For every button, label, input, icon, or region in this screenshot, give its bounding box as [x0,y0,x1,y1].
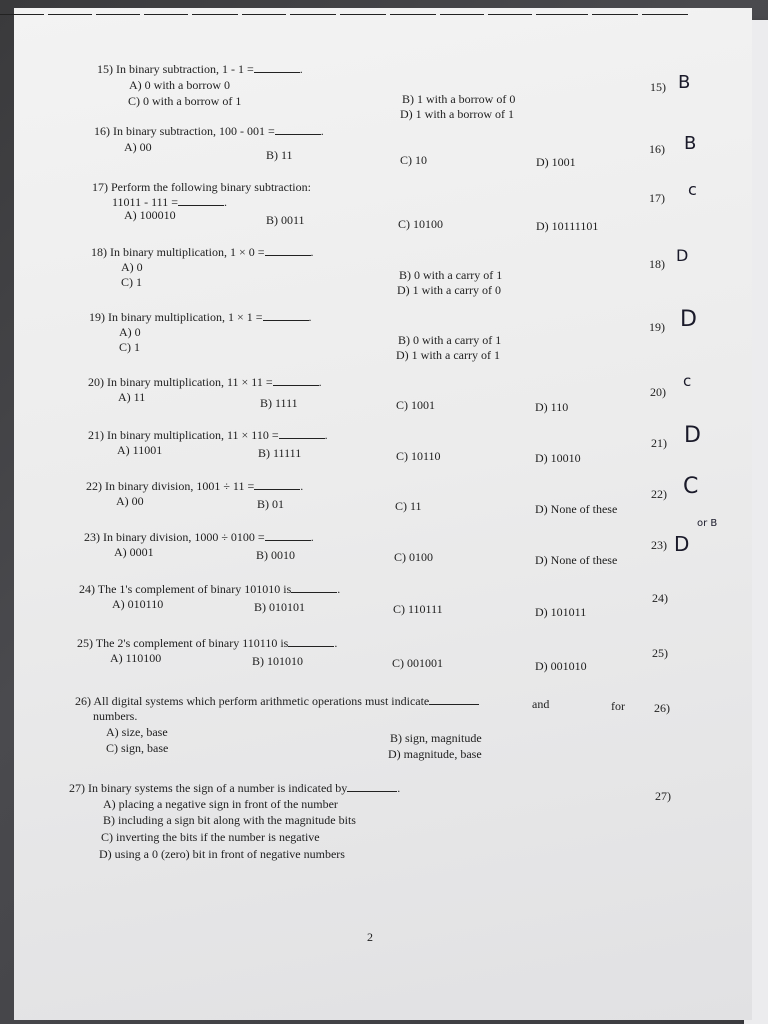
q19-handwritten-answer: D [680,307,697,332]
q20-answer-blank [242,0,286,15]
q23-option-a: A) 0001 [114,545,154,559]
q26-stem-and: and [532,697,550,711]
q15-handwritten-answer: B [678,72,691,93]
q21-option-b: B) 11111 [258,446,302,460]
q22-option-a: A) 00 [116,494,144,508]
q23-option-d: D) None of these [535,553,618,567]
q21-answer-label: 21) [651,436,667,450]
q21-handwritten-answer: D [684,423,701,448]
q26-option-d: D) magnitude, base [388,747,482,761]
q16-answer-blank [48,0,92,15]
q24-answer-blank [440,0,484,15]
q18-answer-label: 18) [649,257,665,271]
q16-answer-label: 16) [649,142,665,156]
q15-answer-label: 15) [650,80,666,94]
q22-option-d: D) None of these [535,502,618,516]
question-21: 21) In binary multiplication, 11 × 110 = . [88,428,328,442]
q17-expression: 11011 - 111 = . [112,195,227,209]
q15-option-b: B) 1 with a borrow of 0 [402,92,516,106]
question-16: 16) In binary subtraction, 100 - 001 = . [94,124,324,138]
q25-answer-label: 25) [652,646,668,660]
q27-option-c: C) inverting the bits if the number is negative [101,830,320,844]
q26-option-a: A) size, base [106,725,168,739]
q27-option-b: B) including a sign bit along with the magnitude bits [103,813,356,827]
q17-option-c: C) 10100 [398,217,443,231]
q27-option-a: A) placing a negative sign in front of the number [103,797,338,811]
q21-option-a: A) 11001 [117,443,163,457]
q27-answer-blank [642,0,688,15]
q20-option-c: C) 1001 [396,398,435,412]
q17-option-b: B) 0011 [266,213,305,227]
q23-option-c: C) 0100 [394,550,433,564]
q16-option-a: A) 00 [124,140,152,154]
q26-option-b: B) sign, magnitude [390,731,482,745]
q26-stem-for: for [611,699,625,713]
q22-option-b: B) 01 [257,497,284,511]
q18-option-b: B) 0 with a carry of 1 [399,268,503,282]
q25-option-c: C) 001001 [392,656,443,670]
q19-option-b: B) 0 with a carry of 1 [398,333,502,347]
q16-option-d: D) 1001 [536,155,576,169]
q26-blank-2 [536,0,588,15]
question-22: 22) In binary division, 1001 ÷ 11 = . [86,479,304,493]
q19-answer-blank [192,0,238,15]
q20-option-b: B) 1111 [260,396,298,410]
q25-option-b: B) 101010 [252,654,303,668]
q15-option-a: A) 0 with a borrow 0 [129,78,230,92]
question-24: 24) The 1's complement of binary 101010 is . [79,582,341,596]
page-number: 2 [367,930,373,944]
question-27: 27) In binary systems the sign of a number is indicated by . [69,781,401,795]
q17-answer-blank [96,0,140,15]
q22-answer-blank [340,0,386,15]
q24-option-a: A) 010110 [112,597,164,611]
q26-answer-label: 26) [654,701,670,715]
q25-option-a: A) 110100 [110,651,162,665]
q19-option-d: D) 1 with a carry of 1 [396,348,500,362]
question-23: 23) In binary division, 1000 ÷ 0100 = . [84,530,314,544]
q16-option-b: B) 11 [266,148,293,162]
question-15: 15) In binary subtraction, 1 - 1 = . [97,62,303,76]
q15-answer-blank [0,0,44,15]
q26-stem-numbers: numbers. [93,709,138,723]
q24-answer-label: 24) [652,591,668,605]
q16-option-c: C) 10 [400,153,427,167]
q23-handwritten-answer: D [674,532,690,556]
q24-option-b: B) 010101 [254,600,305,614]
q19-option-a: A) 0 [119,325,141,339]
q27-answer-label: 27) [655,789,671,803]
q23-answer-label: 23) [651,538,667,552]
q17-option-a: A) 100010 [124,208,176,222]
q23-handwritten-note: or B [697,518,718,529]
q23-option-b: B) 0010 [256,548,295,562]
q15-option-d: D) 1 with a borrow of 1 [400,107,514,121]
q20-option-a: A) 11 [118,390,146,404]
q17-handwritten-answer: c [688,180,697,199]
q22-option-c: C) 11 [395,499,422,513]
q24-option-d: D) 101011 [535,605,587,619]
question-17: 17) Perform the following binary subtraction: [92,180,311,194]
q18-option-a: A) 0 [121,260,143,274]
q17-answer-label: 17) [649,191,665,205]
q19-option-c: C) 1 [119,340,140,354]
q18-handwritten-answer: D [676,246,689,265]
q20-option-d: D) 110 [535,400,569,414]
q18-option-c: C) 1 [121,275,142,289]
q21-answer-blank [290,0,336,15]
q25-option-d: D) 001010 [535,659,587,673]
question-26: 26) All digital systems which perform arithmetic operations must indicate [75,694,479,709]
q20-answer-label: 20) [650,385,666,399]
q16-handwritten-answer: B [684,133,697,154]
q20-handwritten-answer: c [683,372,692,390]
question-20: 20) In binary multiplication, 11 × 11 = . [88,375,322,389]
q18-option-d: D) 1 with a carry of 0 [397,283,501,297]
question-18: 18) In binary multiplication, 1 × 0 = . [91,245,314,259]
q23-answer-blank [390,0,436,15]
question-25: 25) The 2's complement of binary 110110 is . [77,636,338,650]
q26-answer-blank [592,0,638,15]
q22-handwritten-answer: C [683,474,699,499]
q25-answer-blank [488,0,532,15]
q18-answer-blank [144,0,188,15]
q27-option-d: D) using a 0 (zero) bit in front of negative numbers [99,847,345,861]
q24-option-c: C) 110111 [393,602,443,616]
q21-option-d: D) 10010 [535,451,581,465]
q17-option-d: D) 10111101 [536,219,599,233]
question-19: 19) In binary multiplication, 1 × 1 = . [89,310,312,324]
q21-option-c: C) 10110 [396,449,441,463]
q26-option-c: C) sign, base [106,741,169,755]
q15-option-c: C) 0 with a borrow of 1 [128,94,242,108]
q19-answer-label: 19) [649,320,665,334]
q22-answer-label: 22) [651,487,667,501]
